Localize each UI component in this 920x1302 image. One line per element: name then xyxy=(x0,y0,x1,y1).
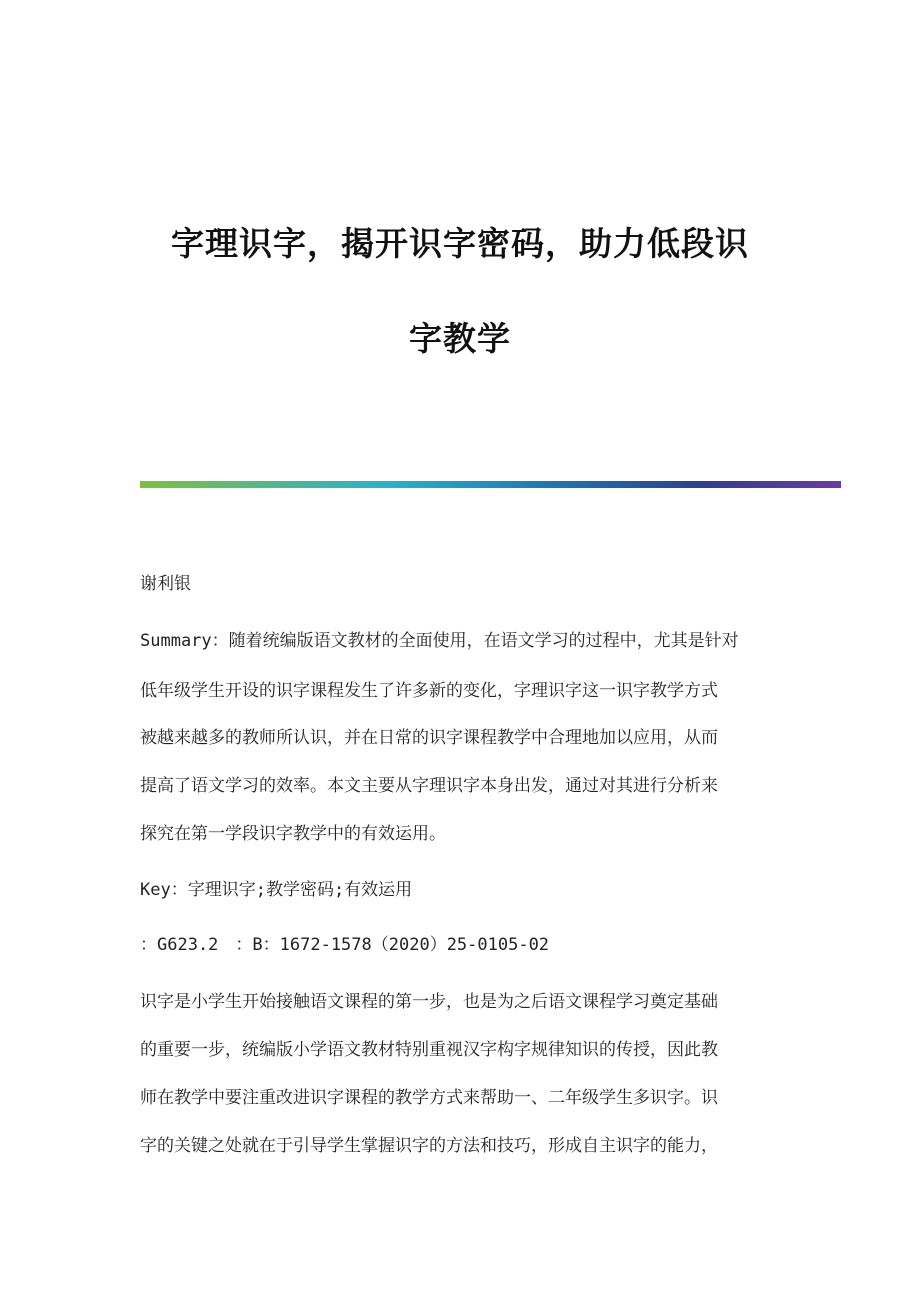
author-name: 谢利银 xyxy=(140,574,191,594)
summary-line: 探究在第一学段识字教学中的有效运用。 xyxy=(140,824,446,844)
body-text-line: 字的关键之处就在于引导学生掌握识字的方法和技巧，形成自主识字的能力， xyxy=(140,1136,718,1156)
body-text-line: 的重要一步，统编版小学语文教材特别重视汉字构字规律知识的传授，因此教 xyxy=(140,1040,718,1060)
gradient-divider xyxy=(140,481,841,488)
summary-line: 提高了语文学习的效率。本文主要从字理识字本身出发，通过对其进行分析来 xyxy=(140,776,718,796)
summary-line: Summary：随着统编版语文教材的全面使用，在语文学习的过程中，尤其是针对 xyxy=(140,631,739,651)
document-title-line-2: 字教学 xyxy=(409,319,511,358)
body-text-line: 师在教学中要注重改进识字课程的教学方式来帮助一、二年级学生多识字。识 xyxy=(140,1088,718,1108)
document-title-line-1: 字理识字，揭开识字密码，助力低段识 xyxy=(171,224,749,263)
body-text-line: 识字是小学生开始接触语文课程的第一步，也是为之后语文课程学习奠定基础 xyxy=(140,992,718,1012)
summary-line: 被越来越多的教师所认识，并在日常的识字课程教学中合理地加以应用，从而 xyxy=(140,728,718,748)
keywords-line: Key：字理识字;教学密码;有效运用 xyxy=(140,880,413,900)
classification-line: ：G623.2 ：B：1672-1578（2020）25-0105-02 xyxy=(140,935,550,955)
summary-line: 低年级学生开设的识字课程发生了许多新的变化，字理识字这一识字教学方式 xyxy=(140,681,718,701)
